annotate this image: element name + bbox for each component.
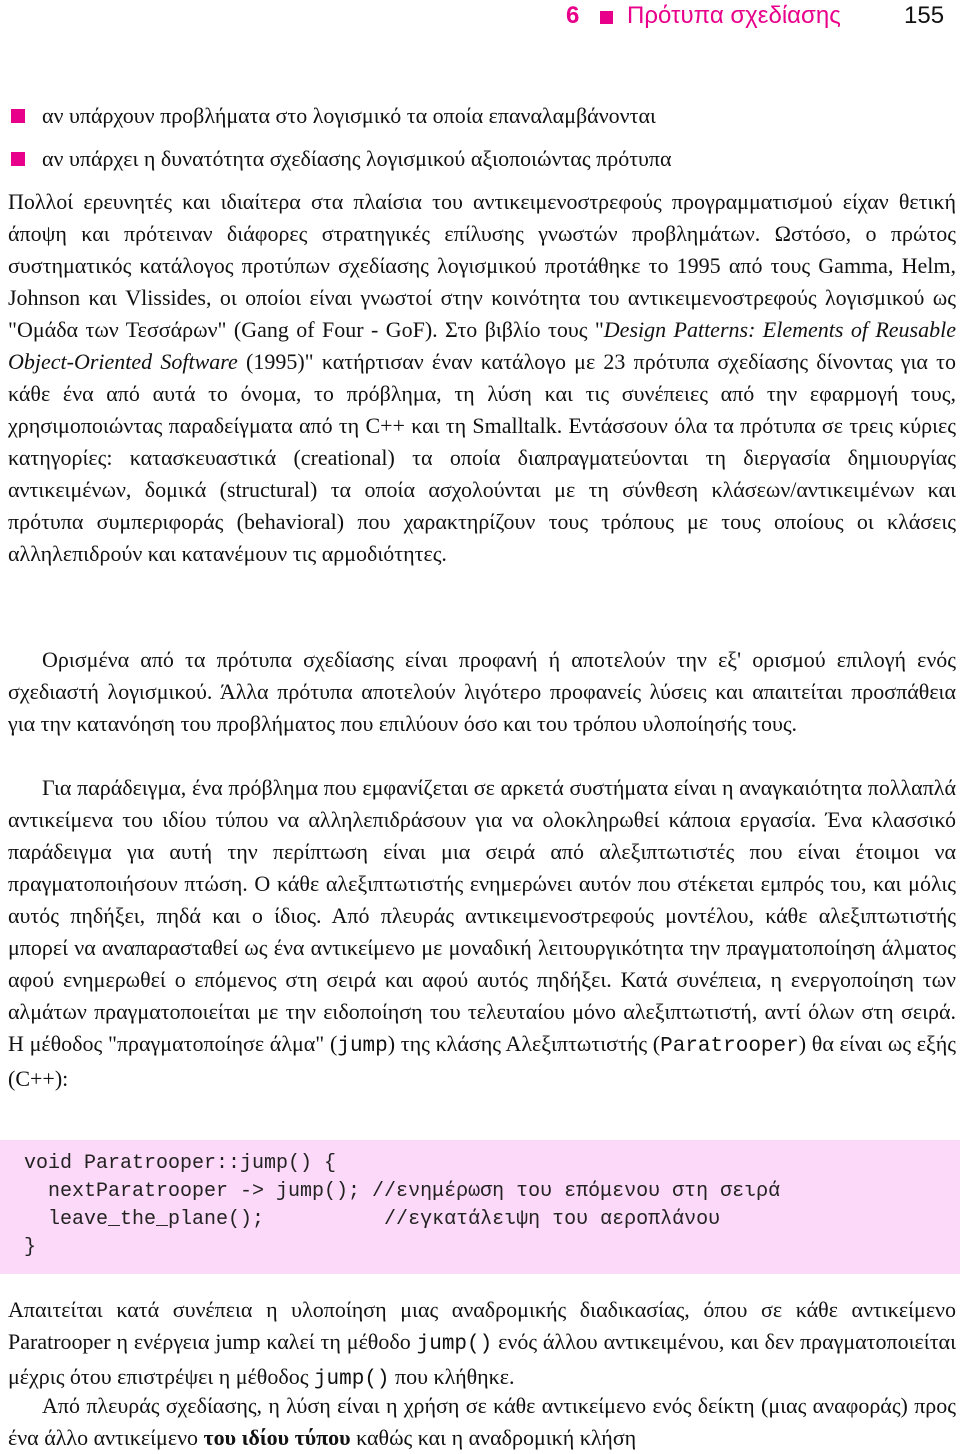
bold-phrase: του ιδίου τύπου <box>203 1425 351 1450</box>
bullet-text: αν υπάρχουν προβλήματα στο λογισμικό τα οποία επαναλαμβάνονται <box>42 103 656 128</box>
paragraph-3 <box>8 772 956 1095</box>
code-line: nextParatrooper -> jump(); //ενημέρωση του επόμενου στη σειρά <box>24 1180 781 1203</box>
paragraph-3-text-b: ) της κλάσης Αλεξιπτωτιστής ( <box>387 1031 661 1056</box>
paragraph-4-text-a: Απαιτείται κατά συνέπεια η υλοποίηση μιας αναδρομικής διαδικασίας, όπου σε κάθε αντικείμενο Paratrooper η ενέργεια jump καλεί τη μέθοδο <box>8 1297 956 1354</box>
page-header <box>0 0 960 36</box>
paragraph-3-text-c: ) θα είναι ως εξής (C++): <box>8 1031 956 1091</box>
paragraph-5 <box>8 1390 956 1454</box>
paragraph-4-text-c: που κλήθηκε. <box>389 1364 515 1389</box>
page-number: 155 <box>904 2 945 29</box>
paragraph-5-text-a: Από πλευράς σχεδίασης, η λύση είναι η χρήση σε κάθε αντικείμενο ενός δείκτη (μιας αναφοράς) προς ένα άλλο αντικείμενο <box>8 1393 956 1450</box>
code-line: } <box>24 1236 37 1259</box>
paragraph-2: Ορισμένα από τα πρότυπα σχεδίασης είναι προφανή ή αποτελούν την εξ' ορισμού επιλογή ενός σχεδιαστή λογισμικού. Άλλα πρότυπα αποτελούν λιγότερο προφανείς λύσεις και απαιτείται προσπάθεια για την κατανόηση του προβλήματος που επιλύουν όσο και του τρόπου υλοποίησής τους. <box>8 647 956 736</box>
paragraph-1 <box>8 186 956 570</box>
code-line: void Paratrooper::jump() { <box>24 1152 337 1175</box>
paragraph-4-text-b: ενός άλλου αντικειμένου, και δεν πραγματοποιείται μέχρις ότου επιστρέψει η μέθοδος <box>8 1329 956 1389</box>
code-line: leave_the_plane(); //εγκατάλειψη του αεροπλάνου <box>24 1208 721 1231</box>
paragraph-3-text-a: Για παράδειγμα, ένα πρόβλημα που εμφανίζεται σε αρκετά συστήματα είναι η αναγκαιότητα πολλαπλά αντικείμενα του ιδίου τύπου να αλληλεπιδράσουν για να ολοκληρωθεί κάποια εργασία. Ένα κλασσικό παράδειγμα για αυτή την περίπτωση είναι μια σειρά από αλεξιπτωτιστές που είναι έτοιμοι να πραγματοποιήσουν πτώση. Ο κάθε αλεξιπτωτιστής ενημερώνει αυτόν που στέκεται εμπρός του, και μόλις αυτός πηδήξει, πηδά και ο ίδιος. Από πλευράς αντικειμενοστρεφούς μοντέλου, κάθε αλεξιπτωτιστής μπορεί να αναπαρασταθεί ως ένα αντικείμενο με μοναδική λειτουργικότητα την πραγματοποίηση άλματος αφού ενημερωθεί ο επόμενος στη σειρά και αφού αυτός πηδήξει. Κατά συνέπεια, η ενεργοποίηση των αλμάτων πραγματοποιείται με την ειδοποίηση του τελευταίου μόνο αλεξιπτωτιστή, αντί όλων στη σειρά. Η μέθοδος "πραγματοποίησε άλμα" ( <box>8 775 956 1056</box>
header-square-icon <box>600 11 613 24</box>
paragraph-1-text-a: Πολλοί ερευνητές και ιδιαίτερα στα πλαίσια του αντικειμενοστρεφούς προγραμματισμού είχαν θετική άποψη και πρότειναν διάφορες στρατηγικές επίλυσης γνωστών προβλημάτων. Ωστόσο, ο πρώτος συστηματικός κατάλογος προτύπων σχεδίασης λογισμικού προτάθηκε το 1995 από τους Gamma, Helm, Johnson και Vlissides, οι οποίοι είναι γνωστοί στην κοινότητα του αντικειμενοστρεφούς λογισμικού ως "Ομάδα των Τεσσάρων" (Gang of Four - GoF). Στο βιβλίο τους " <box>8 189 956 342</box>
chapter-number: 6 <box>566 2 580 29</box>
code-block <box>0 1140 960 1274</box>
inline-code-paratrooper: Paratrooper <box>660 1035 799 1058</box>
paragraph-5-text-b: καθώς και η αναδρομική κλήση <box>350 1425 637 1450</box>
paragraph-1-text-b: (1995)" κατήρτισαν έναν κατάλογο με 23 πρότυπα σχεδίασης δίνοντας για το κάθε ένα από αυτά το όνομα, το πρόβλημα, τη λύση και τις συνέπειες από την εφαρμογή τους, χρησιμοποιώντας παραδείγματα από τη C++ και τη Smalltalk. Εντάσσουν όλα τα πρότυπα σε τρεις κύριες κατηγορίες: κατασκευαστικά (creational) τα οποία διαπραγματεύονται τη διεργασία δημιουργίας αντικειμένων, δομικά (structural) τα οποία ασχολούνται με τη σύνθεση κλάσεων/αντικειμένων και πρότυπα συμπεριφοράς (behavioral) που χαρακτηρίζουν τους τρόπους με τους οποίους οι κλάσεις αλληλεπιδρούν και κατανέμουν τις αρμοδιότητες. <box>8 349 956 566</box>
inline-code-jump-call: jump() <box>313 1368 390 1391</box>
inline-code-jump-call: jump() <box>416 1333 493 1356</box>
bullet-square-icon <box>11 109 25 123</box>
book-title: Design Patterns: Elements of Reusable Object-Oriented Software <box>8 317 956 374</box>
inline-code-jump: jump <box>337 1035 388 1058</box>
chapter-title: Πρότυπα σχεδίασης <box>627 2 841 29</box>
bullet-text: αν υπάρχει η δυνατότητα σχεδίασης λογισμικού αξιοποιώντας πρότυπα <box>42 146 672 171</box>
bullet-square-icon <box>11 152 25 166</box>
paragraph-4 <box>8 1294 956 1396</box>
code-listing <box>24 1150 780 1262</box>
